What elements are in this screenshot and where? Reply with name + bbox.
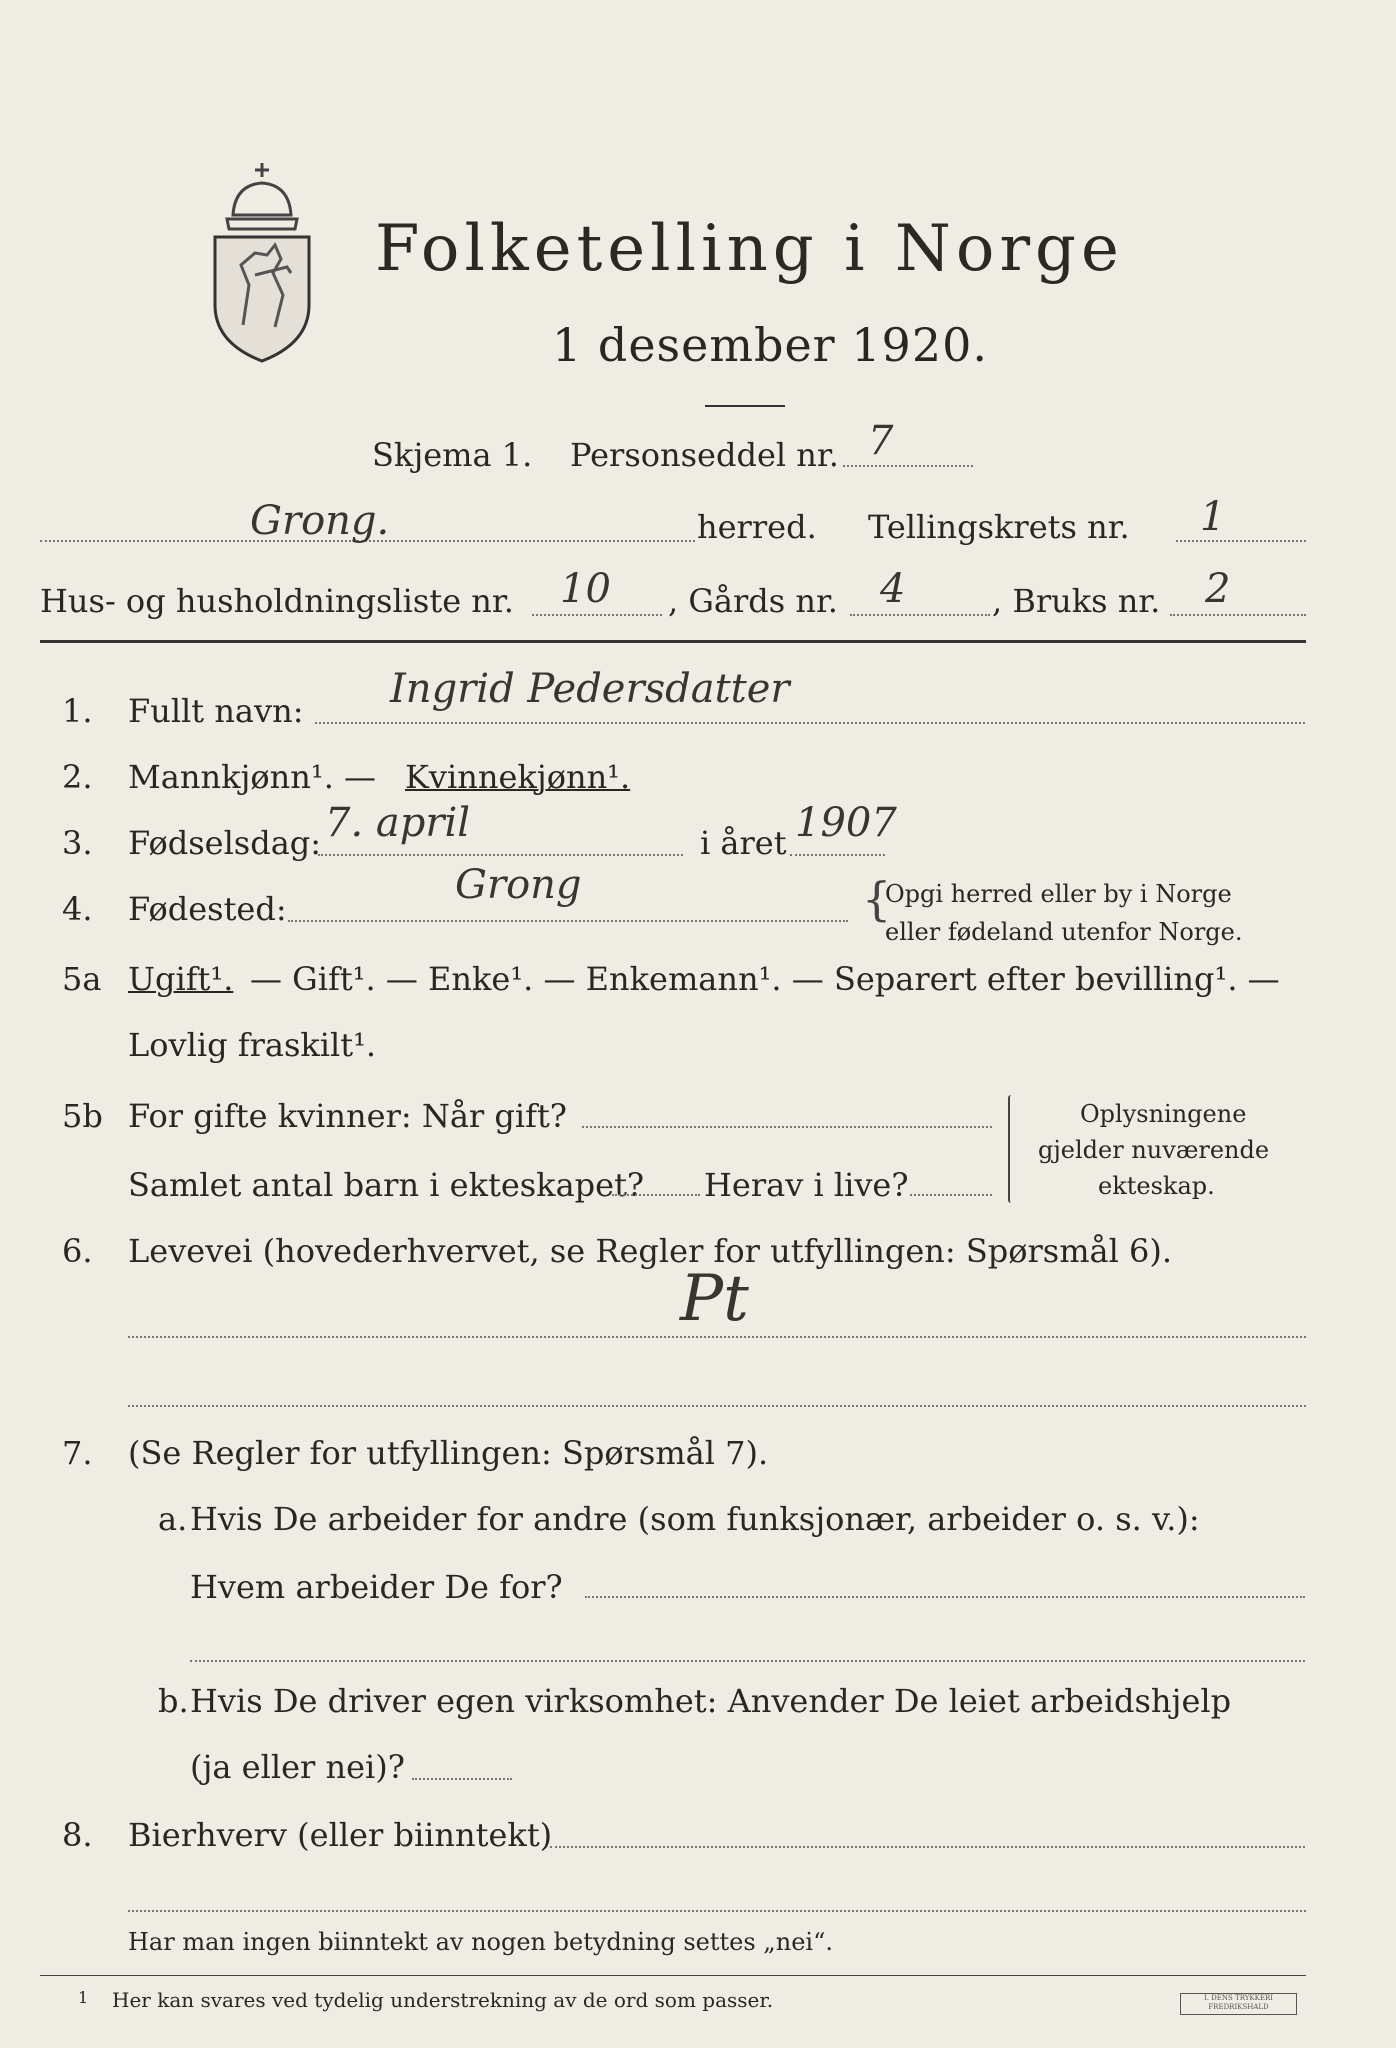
footer-rule: [40, 1975, 1306, 1976]
q6-label: Levevei (hovederhvervet, se Regler for utfyllingen: Spørsmål 6).: [128, 1232, 1173, 1270]
personseddel-value[interactable]: 7: [868, 418, 894, 464]
herred-label: herred.: [697, 508, 817, 546]
q1-line: [315, 722, 1305, 724]
q7a-letter: a.: [158, 1500, 188, 1538]
q5b-bracket: [1008, 1095, 1014, 1203]
employer-line[interactable]: [585, 1596, 1305, 1598]
personseddel-line: [843, 465, 973, 467]
q2-number: 2.: [62, 758, 93, 796]
children-alive-line[interactable]: [910, 1194, 992, 1196]
q5b-number: 5b: [62, 1097, 103, 1135]
footnote-number: 1: [78, 1988, 89, 2007]
printer-stamp: I. DENS TRYKKERI FREDRIKSHALD: [1180, 1993, 1297, 2015]
q4-note-line2: eller fødeland utenfor Norge.: [885, 918, 1243, 946]
gender-female-option[interactable]: Kvinnekjønn¹.: [405, 758, 631, 796]
herred-value[interactable]: Grong.: [250, 498, 390, 544]
bruks-value[interactable]: 2: [1205, 566, 1231, 612]
hired-help-line[interactable]: [412, 1778, 512, 1780]
birthdate-value[interactable]: 7. april: [325, 800, 471, 846]
q7a-line2: Hvem arbeider De for?: [190, 1568, 563, 1606]
q4-line: [288, 920, 848, 922]
q5a-number: 5a: [62, 960, 102, 998]
q1-label: Fullt navn:: [128, 692, 304, 730]
tellingskrets-line: [1176, 540, 1306, 542]
q7b-line2: (ja eller nei)?: [190, 1748, 405, 1786]
q4-note-line1: Opgi herred eller by i Norge: [885, 880, 1232, 908]
q7b-letter: b.: [158, 1682, 189, 1720]
q3-number: 3.: [62, 824, 93, 862]
q8-number: 8.: [62, 1816, 93, 1854]
q3-label: Fødselsdag:: [128, 824, 322, 862]
personseddel-label: Personseddel nr.: [570, 436, 839, 474]
aaret-label: i året: [700, 824, 787, 862]
birthplace-value[interactable]: Grong: [455, 862, 582, 908]
q7b-line1: Hvis De driver egen virksomhet: Anvender De leiet arbeidshjelp: [190, 1682, 1232, 1720]
hus-label: Hus- og husholdningsliste nr.: [40, 582, 514, 620]
q6-number: 6.: [62, 1232, 93, 1270]
q3-line: [318, 854, 683, 856]
header-rule: [40, 640, 1306, 643]
tellingskrets-value[interactable]: 1: [1200, 494, 1226, 540]
q1-number: 1.: [62, 692, 93, 730]
q4-label: Fødested:: [128, 890, 287, 928]
tellingskrets-label: Tellingskrets nr.: [868, 508, 1130, 546]
footnote-text: Her kan svares ved tydelig understrekning av de ord som passer.: [112, 1988, 774, 2012]
title-divider: [705, 405, 785, 407]
hus-value[interactable]: 10: [560, 566, 611, 612]
q5b-line1: For gifte kvinner: Når gift?: [128, 1097, 567, 1135]
full-name-value[interactable]: Ingrid Pedersdatter: [390, 666, 790, 712]
q5b-alive-label: Herav i live?: [704, 1166, 909, 1204]
q5b-children-label: Samlet antal barn i ekteskapet?: [128, 1166, 645, 1204]
side-income-line2[interactable]: [128, 1910, 1306, 1912]
married-when-line[interactable]: [582, 1126, 992, 1128]
form-title: Folketelling i Norge: [375, 212, 1124, 286]
marital-ugift-option[interactable]: Ugift¹.: [128, 960, 234, 998]
q8-label: Bierhverv (eller biinntekt): [128, 1816, 553, 1854]
birthyear-value[interactable]: 1907: [795, 800, 897, 846]
occupation-value[interactable]: Pt: [680, 1262, 749, 1336]
side-income-line[interactable]: [550, 1846, 1305, 1848]
hus-line: [532, 614, 662, 616]
aaret-line: [790, 854, 885, 856]
children-count-line[interactable]: [612, 1194, 700, 1196]
gender-male-option[interactable]: Mannkjønn¹. —: [128, 758, 377, 796]
q4-brace: {: [862, 872, 892, 926]
coat-of-arms-icon: [205, 155, 320, 365]
bruks-label: , Bruks nr.: [992, 582, 1161, 620]
gards-value[interactable]: 4: [880, 566, 906, 612]
q5b-note-line3: ekteskap.: [1098, 1172, 1215, 1200]
q7a-line1: Hvis De arbeider for andre (som funksjonær, arbeider o. s. v.):: [190, 1500, 1200, 1538]
employer-line2[interactable]: [190, 1660, 1305, 1662]
form-date: 1 desember 1920.: [552, 318, 988, 372]
q7-label: (Se Regler for utfyllingen: Spørsmål 7).: [128, 1434, 769, 1472]
bruks-line: [1170, 614, 1306, 616]
q5b-note-line2: gjelder nuværende: [1038, 1136, 1270, 1164]
q6-line1: [128, 1336, 1306, 1338]
q6-line2: [128, 1405, 1306, 1407]
q5b-note-line1: Oplysningene: [1080, 1100, 1247, 1128]
gards-label: , Gårds nr.: [668, 582, 838, 620]
footer-note: Har man ingen biinntekt av nogen betydning settes „nei“.: [128, 1928, 833, 1956]
gards-line: [850, 614, 990, 616]
marital-fraskilt-option[interactable]: Lovlig fraskilt¹.: [128, 1026, 377, 1064]
q4-number: 4.: [62, 890, 93, 928]
q7-number: 7.: [62, 1434, 93, 1472]
marital-options[interactable]: — Gift¹. — Enke¹. — Enkemann¹. — Separert efter bevilling¹. —: [250, 960, 1280, 998]
skjema-label: Skjema 1.: [372, 436, 533, 474]
